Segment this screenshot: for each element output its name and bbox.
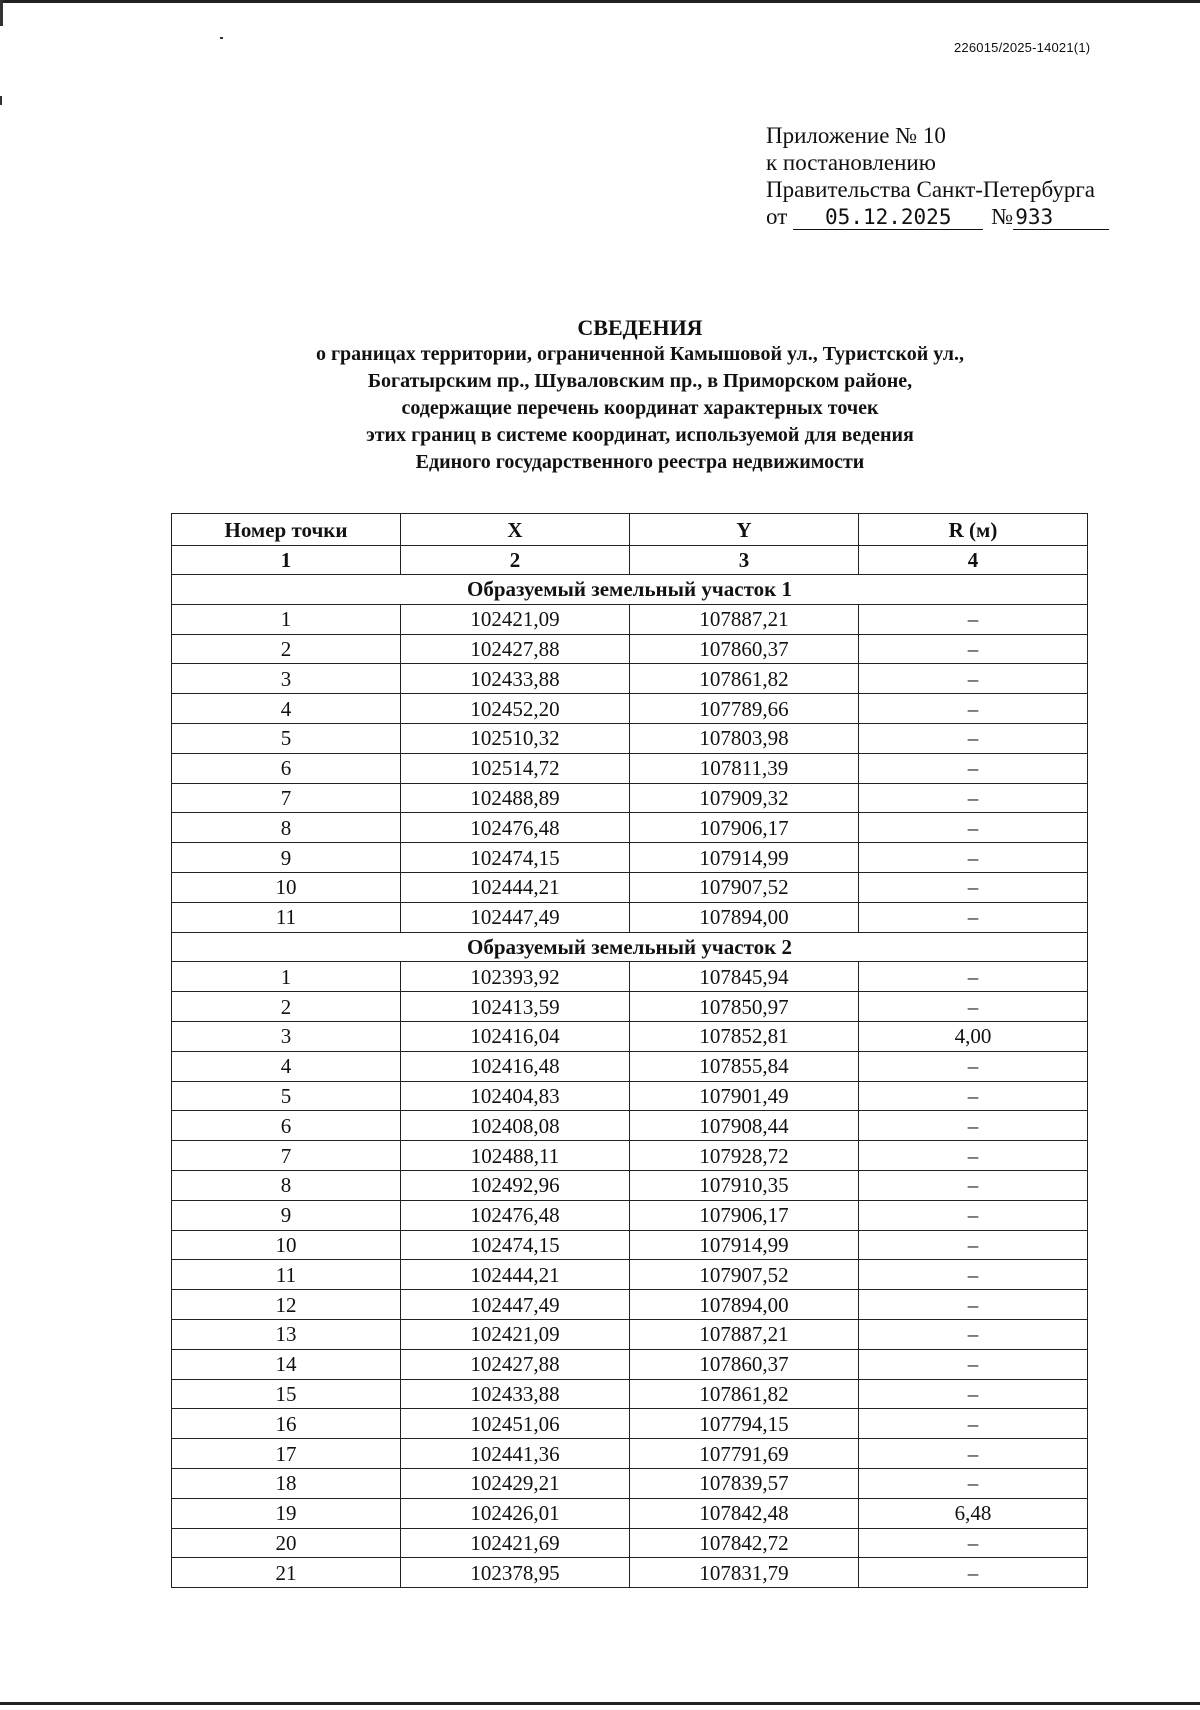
point-number-cell: 19 xyxy=(172,1498,401,1528)
y-coordinate-cell: 107811,39 xyxy=(630,753,859,783)
y-coordinate-cell: 107852,81 xyxy=(630,1021,859,1051)
point-number-cell: 9 xyxy=(172,1200,401,1230)
table-row xyxy=(172,1081,1088,1111)
title-line: Единого государственного реестра недвижимости xyxy=(415,451,865,473)
x-coordinate-cell: 102492,96 xyxy=(401,1170,630,1200)
point-number-cell: 11 xyxy=(172,902,401,932)
table-row xyxy=(172,843,1088,873)
scan-border-top xyxy=(0,0,1200,3)
coordinates-table xyxy=(171,513,1088,1588)
table-row xyxy=(172,1230,1088,1260)
point-number-cell: 10 xyxy=(172,872,401,902)
x-coordinate-cell: 102510,32 xyxy=(401,723,630,753)
y-coordinate-cell: 107794,15 xyxy=(630,1409,859,1439)
y-coordinate-cell: 107910,35 xyxy=(630,1170,859,1200)
x-coordinate-cell: 102413,59 xyxy=(401,992,630,1022)
point-number-cell: 21 xyxy=(172,1558,401,1588)
y-coordinate-cell: 107907,52 xyxy=(630,1260,859,1290)
table-header-row xyxy=(172,514,1088,546)
y-coordinate-cell: 107861,82 xyxy=(630,1379,859,1409)
radius-cell: – xyxy=(859,694,1088,724)
point-number-cell: 1 xyxy=(172,962,401,992)
radius-cell: – xyxy=(859,1409,1088,1439)
radius-cell: – xyxy=(859,664,1088,694)
y-coordinate-cell: 107845,94 xyxy=(630,962,859,992)
table-row xyxy=(172,1200,1088,1230)
scan-mark xyxy=(0,96,2,105)
table-row xyxy=(172,1439,1088,1469)
radius-cell: – xyxy=(859,872,1088,902)
radius-cell: – xyxy=(859,902,1088,932)
title-line: этих границ в системе координат, используемой для ведения xyxy=(366,424,914,446)
y-coordinate-cell: 107901,49 xyxy=(630,1081,859,1111)
point-number-cell: 20 xyxy=(172,1528,401,1558)
document-id: 226015/2025-14021(1) xyxy=(954,40,1091,55)
y-coordinate-cell: 107860,37 xyxy=(630,634,859,664)
table-index-row xyxy=(172,546,1088,575)
y-coordinate-cell: 107906,17 xyxy=(630,813,859,843)
point-number-cell: 16 xyxy=(172,1409,401,1439)
title-line: о границах территории, ограниченной Камышовой ул., Туристской ул., xyxy=(315,343,965,365)
x-coordinate-cell: 102447,49 xyxy=(401,1290,630,1320)
radius-cell: – xyxy=(859,813,1088,843)
y-coordinate-cell: 107831,79 xyxy=(630,1558,859,1588)
x-coordinate-cell: 102427,88 xyxy=(401,1349,630,1379)
radius-cell: – xyxy=(859,1439,1088,1469)
y-coordinate-cell: 107908,44 xyxy=(630,1111,859,1141)
x-coordinate-cell: 102441,36 xyxy=(401,1439,630,1469)
table-row xyxy=(172,1260,1088,1290)
appendix-date-line xyxy=(766,203,1109,230)
radius-cell: – xyxy=(859,843,1088,873)
x-coordinate-cell: 102444,21 xyxy=(401,872,630,902)
y-coordinate-cell: 107928,72 xyxy=(630,1141,859,1171)
point-number-cell: 5 xyxy=(172,1081,401,1111)
table-row xyxy=(172,813,1088,843)
y-coordinate-cell: 107907,52 xyxy=(630,872,859,902)
x-coordinate-cell: 102378,95 xyxy=(401,1558,630,1588)
radius-cell: – xyxy=(859,1558,1088,1588)
table-row xyxy=(172,783,1088,813)
point-number-cell: 8 xyxy=(172,813,401,843)
table-row xyxy=(172,1170,1088,1200)
y-coordinate-cell: 107855,84 xyxy=(630,1051,859,1081)
radius-cell: 4,00 xyxy=(859,1021,1088,1051)
y-coordinate-cell: 107839,57 xyxy=(630,1468,859,1498)
table-row xyxy=(172,902,1088,932)
section-title: Образуемый земельный участок 2 xyxy=(172,932,1088,962)
point-number-cell: 2 xyxy=(172,992,401,1022)
point-number-cell: 12 xyxy=(172,1290,401,1320)
radius-cell: – xyxy=(859,1141,1088,1171)
header-radius: R (м) xyxy=(859,514,1088,546)
x-coordinate-cell: 102429,21 xyxy=(401,1468,630,1498)
header-x: X xyxy=(401,514,630,546)
table-row xyxy=(172,1379,1088,1409)
scan-border-bottom xyxy=(0,1702,1200,1705)
radius-cell: – xyxy=(859,1319,1088,1349)
point-number-cell: 9 xyxy=(172,843,401,873)
radius-cell: – xyxy=(859,1170,1088,1200)
appendix-number: Приложение № 10 xyxy=(766,123,946,148)
table-row xyxy=(172,1528,1088,1558)
document-title xyxy=(160,314,1120,476)
x-coordinate-cell: 102452,20 xyxy=(401,694,630,724)
radius-cell: – xyxy=(859,1230,1088,1260)
x-coordinate-cell: 102451,06 xyxy=(401,1409,630,1439)
point-number-cell: 14 xyxy=(172,1349,401,1379)
radius-cell: – xyxy=(859,1051,1088,1081)
appendix-resolution: к постановлению xyxy=(766,150,936,175)
table-row xyxy=(172,1051,1088,1081)
from-label: от xyxy=(766,204,788,229)
point-number-cell: 11 xyxy=(172,1260,401,1290)
resolution-number: 933 xyxy=(1013,205,1109,230)
column-index: 4 xyxy=(859,546,1088,575)
table-row xyxy=(172,1319,1088,1349)
y-coordinate-cell: 107842,72 xyxy=(630,1528,859,1558)
point-number-cell: 6 xyxy=(172,1111,401,1141)
x-coordinate-cell: 102447,49 xyxy=(401,902,630,932)
appendix-government: Правительства Санкт-Петербурга xyxy=(766,177,1095,202)
radius-cell: – xyxy=(859,1200,1088,1230)
x-coordinate-cell: 102488,11 xyxy=(401,1141,630,1171)
scan-mark xyxy=(0,0,3,26)
x-coordinate-cell: 102476,48 xyxy=(401,1200,630,1230)
table-row xyxy=(172,1141,1088,1171)
table-row xyxy=(172,1498,1088,1528)
x-coordinate-cell: 102433,88 xyxy=(401,664,630,694)
column-index: 2 xyxy=(401,546,630,575)
radius-cell: 6,48 xyxy=(859,1498,1088,1528)
radius-cell: – xyxy=(859,783,1088,813)
radius-cell: – xyxy=(859,1111,1088,1141)
column-index: 3 xyxy=(630,546,859,575)
point-number-cell: 3 xyxy=(172,664,401,694)
header-point-number: Номер точки xyxy=(172,514,401,546)
radius-cell: – xyxy=(859,962,1088,992)
point-number-cell: 7 xyxy=(172,783,401,813)
table-row xyxy=(172,753,1088,783)
table-row xyxy=(172,1349,1088,1379)
x-coordinate-cell: 102408,08 xyxy=(401,1111,630,1141)
title-main: СВЕДЕНИЯ xyxy=(577,315,703,340)
table-row xyxy=(172,992,1088,1022)
x-coordinate-cell: 102393,92 xyxy=(401,962,630,992)
x-coordinate-cell: 102474,15 xyxy=(401,843,630,873)
y-coordinate-cell: 107789,66 xyxy=(630,694,859,724)
header-y: Y xyxy=(630,514,859,546)
point-number-cell: 6 xyxy=(172,753,401,783)
point-number-cell: 18 xyxy=(172,1468,401,1498)
x-coordinate-cell: 102476,48 xyxy=(401,813,630,843)
y-coordinate-cell: 107894,00 xyxy=(630,902,859,932)
y-coordinate-cell: 107861,82 xyxy=(630,664,859,694)
table-row xyxy=(172,694,1088,724)
x-coordinate-cell: 102421,09 xyxy=(401,604,630,634)
radius-cell: – xyxy=(859,753,1088,783)
point-number-cell: 13 xyxy=(172,1319,401,1349)
point-number-cell: 7 xyxy=(172,1141,401,1171)
radius-cell: – xyxy=(859,1290,1088,1320)
y-coordinate-cell: 107842,48 xyxy=(630,1498,859,1528)
number-label: № xyxy=(991,204,1014,229)
table-row xyxy=(172,962,1088,992)
x-coordinate-cell: 102416,04 xyxy=(401,1021,630,1051)
radius-cell: – xyxy=(859,723,1088,753)
point-number-cell: 10 xyxy=(172,1230,401,1260)
x-coordinate-cell: 102444,21 xyxy=(401,1260,630,1290)
y-coordinate-cell: 107894,00 xyxy=(630,1290,859,1320)
x-coordinate-cell: 102416,48 xyxy=(401,1051,630,1081)
radius-cell: – xyxy=(859,1081,1088,1111)
y-coordinate-cell: 107909,32 xyxy=(630,783,859,813)
x-coordinate-cell: 102433,88 xyxy=(401,1379,630,1409)
y-coordinate-cell: 107906,17 xyxy=(630,1200,859,1230)
radius-cell: – xyxy=(859,634,1088,664)
table-row xyxy=(172,1111,1088,1141)
point-number-cell: 3 xyxy=(172,1021,401,1051)
title-line: содержащие перечень координат характерных точек xyxy=(401,397,879,419)
x-coordinate-cell: 102427,88 xyxy=(401,634,630,664)
section-header-row xyxy=(172,932,1088,962)
point-number-cell: 8 xyxy=(172,1170,401,1200)
radius-cell: – xyxy=(859,1349,1088,1379)
y-coordinate-cell: 107887,21 xyxy=(630,1319,859,1349)
point-number-cell: 5 xyxy=(172,723,401,753)
appendix-block xyxy=(766,122,1109,230)
section-title: Образуемый земельный участок 1 xyxy=(172,575,1088,605)
radius-cell: – xyxy=(859,604,1088,634)
y-coordinate-cell: 107887,21 xyxy=(630,604,859,634)
table-row xyxy=(172,634,1088,664)
table-row xyxy=(172,872,1088,902)
radius-cell: – xyxy=(859,1379,1088,1409)
table-row xyxy=(172,1290,1088,1320)
point-number-cell: 4 xyxy=(172,1051,401,1081)
x-coordinate-cell: 102514,72 xyxy=(401,753,630,783)
point-number-cell: 17 xyxy=(172,1439,401,1469)
table-row xyxy=(172,723,1088,753)
y-coordinate-cell: 107914,99 xyxy=(630,843,859,873)
x-coordinate-cell: 102426,01 xyxy=(401,1498,630,1528)
y-coordinate-cell: 107860,37 xyxy=(630,1349,859,1379)
point-number-cell: 4 xyxy=(172,694,401,724)
scan-mark xyxy=(220,37,223,39)
point-number-cell: 15 xyxy=(172,1379,401,1409)
column-index: 1 xyxy=(172,546,401,575)
point-number-cell: 2 xyxy=(172,634,401,664)
x-coordinate-cell: 102404,83 xyxy=(401,1081,630,1111)
table-row xyxy=(172,1021,1088,1051)
point-number-cell: 1 xyxy=(172,604,401,634)
table-row xyxy=(172,604,1088,634)
table-row xyxy=(172,1468,1088,1498)
resolution-date: 05.12.2025 xyxy=(793,205,983,230)
y-coordinate-cell: 107850,97 xyxy=(630,992,859,1022)
x-coordinate-cell: 102474,15 xyxy=(401,1230,630,1260)
table-row xyxy=(172,664,1088,694)
y-coordinate-cell: 107791,69 xyxy=(630,1439,859,1469)
radius-cell: – xyxy=(859,1528,1088,1558)
y-coordinate-cell: 107803,98 xyxy=(630,723,859,753)
x-coordinate-cell: 102421,69 xyxy=(401,1528,630,1558)
x-coordinate-cell: 102421,09 xyxy=(401,1319,630,1349)
section-header-row xyxy=(172,575,1088,605)
radius-cell: – xyxy=(859,992,1088,1022)
table-row xyxy=(172,1409,1088,1439)
x-coordinate-cell: 102488,89 xyxy=(401,783,630,813)
title-line: Богатырским пр., Шуваловским пр., в Приморском районе, xyxy=(367,370,913,392)
radius-cell: – xyxy=(859,1468,1088,1498)
radius-cell: – xyxy=(859,1260,1088,1290)
table-row xyxy=(172,1558,1088,1588)
y-coordinate-cell: 107914,99 xyxy=(630,1230,859,1260)
